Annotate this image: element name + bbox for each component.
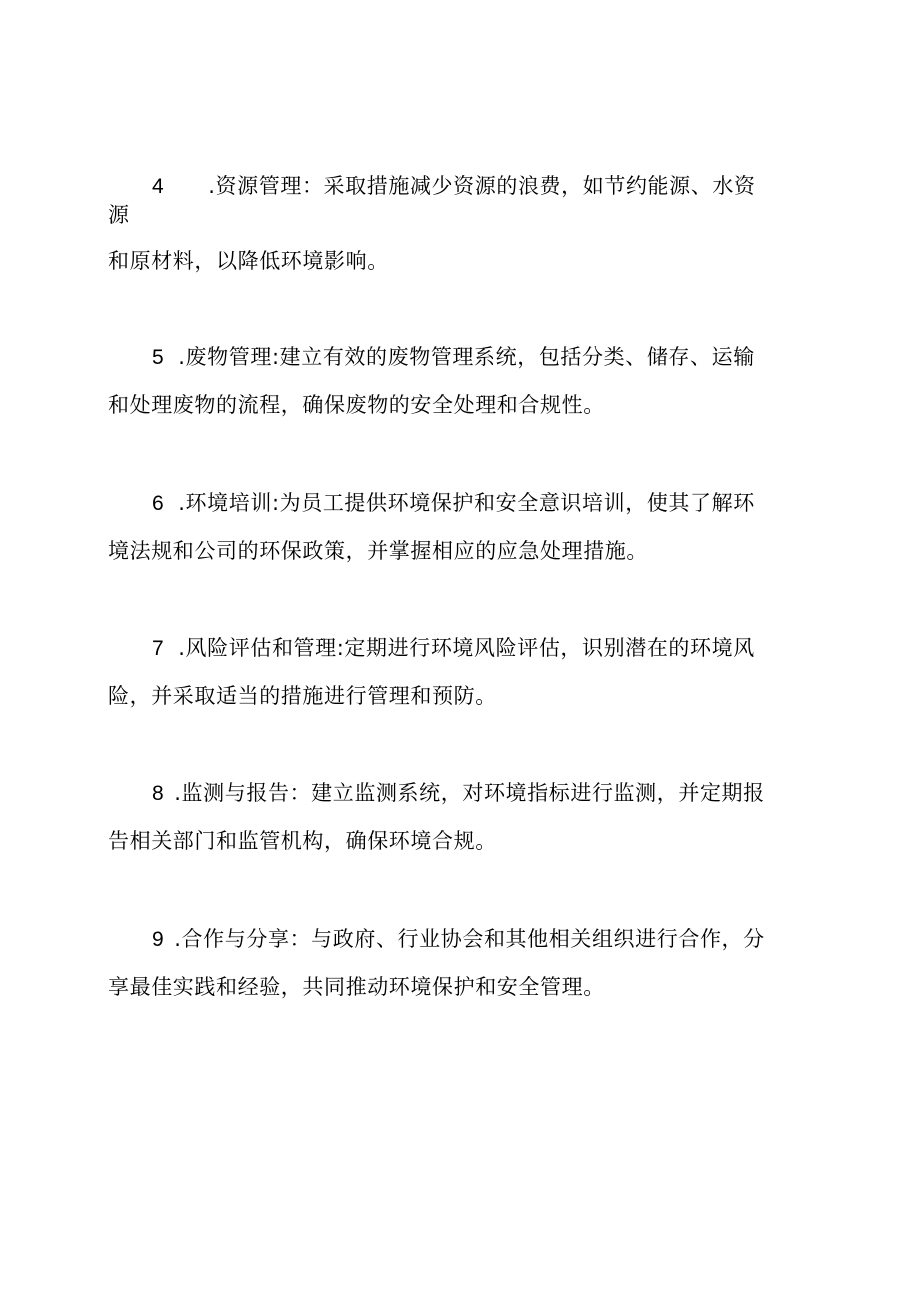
item-5-line-1 [152, 344, 755, 371]
item-4-line-1 [152, 173, 756, 200]
item-7-text-1: .风险评估和管理:定期进行环境风险评估，识别潜在的环境风 [178, 636, 755, 660]
item-8-line-2: 告相关部门和监管机构，确保环境合规。 [108, 829, 497, 853]
item-6-text-1: .环境培训:为员工提供环境保护和安全意识培训，使其了解环 [178, 491, 755, 515]
item-5-text-1: .废物管理:建立有效的废物管理系统，包括分类、储存、运输 [178, 345, 755, 369]
item-5-line-2: 和处理废物的流程，确保废物的安全处理和合规性。 [108, 393, 605, 417]
item-4-number: 4 [152, 175, 165, 198]
item-5-number: 5 [152, 346, 165, 369]
item-4-line-1b: 源 [108, 203, 130, 227]
item-4-text-1: .资源管理：采取措施减少资源的浪费，如节约能源、水资 [208, 174, 756, 198]
item-9-line-2: 享最佳实践和经验，共同推动环境保护和安全管理。 [108, 975, 605, 999]
item-7-line-2: 险，并采取适当的措施进行管理和预防。 [108, 684, 497, 708]
item-7-line-1 [152, 635, 755, 662]
item-8-text-1: .监测与报告：建立监测系统，对环境指标进行监测，并定期报 [174, 781, 765, 805]
item-8-number: 8 [152, 782, 165, 805]
item-6-line-2: 境法规和公司的环保政策，并掌握相应的应急处理措施。 [108, 539, 648, 563]
item-7-number: 7 [152, 637, 165, 660]
item-9-text-1: .合作与分享：与政府、行业协会和其他相关组织进行合作，分 [174, 927, 765, 951]
item-9-line-1 [152, 926, 765, 953]
item-8-line-1 [152, 780, 765, 807]
item-9-number: 9 [152, 928, 165, 951]
item-6-number: 6 [152, 492, 165, 515]
item-6-line-1 [152, 490, 755, 517]
item-4-line-2: 和原材料，以降低环境影响。 [108, 249, 389, 273]
